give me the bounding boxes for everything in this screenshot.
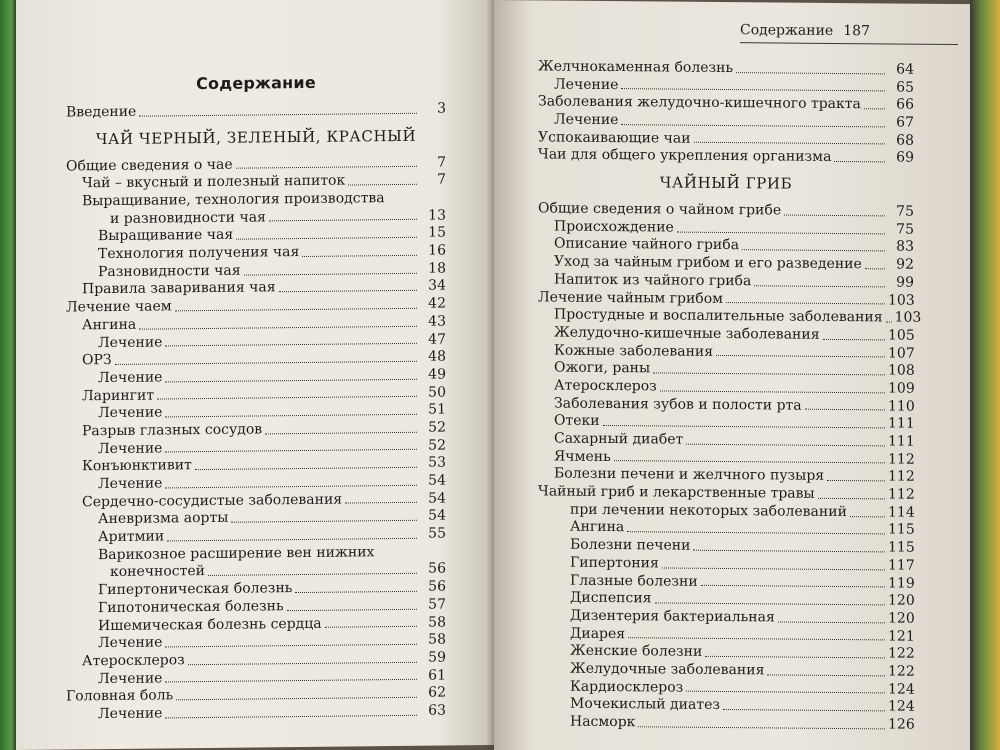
toc-entry-page: 43 (428, 313, 446, 330)
toc-entry-label: Правила заваривания чая (82, 279, 276, 298)
toc-entry-page: 51 (428, 401, 446, 418)
toc-entry-label: Заболевания желудочно-кишечного тракта (538, 93, 861, 113)
book-cover-edge-left (0, 0, 16, 750)
toc-entry-label: Атеросклероз (82, 652, 185, 670)
leader-dots (614, 459, 885, 463)
toc-entry-label: Лечение (98, 705, 163, 723)
leader-dots (295, 590, 417, 593)
toc-entry-page: 18 (428, 260, 446, 277)
toc-entry-label: Сердечно-сосудистые заболевания (82, 491, 343, 511)
toc-entry-label: Гипертоническая болезнь (98, 580, 293, 599)
toc-entry-page: 61 (428, 667, 446, 684)
toc-entry-label: Ожоги, раны (554, 359, 651, 377)
leader-dots (660, 389, 885, 393)
toc-entry-label: Заболевания зубов и полости рта (554, 395, 802, 414)
toc-entry-label: Желудочно-кишечные заболевания (554, 324, 820, 343)
toc-entry-page: 54 (428, 507, 446, 525)
toc-entry-label: Кожные заболевания (554, 342, 714, 360)
left-page (16, 0, 494, 750)
toc-entry-label: Гипертония (570, 554, 659, 572)
toc-entry-page: 114 (888, 504, 915, 521)
left-toc (66, 63, 446, 724)
toc-entry (538, 713, 914, 734)
toc-entry-page: 13 (428, 207, 446, 224)
toc-entry-label: Лечение чаем (66, 298, 172, 316)
toc-entry-page: 83 (896, 238, 914, 256)
leader-dots (726, 301, 885, 304)
toc-entry-label: Лечение (98, 334, 163, 351)
toc-entry-page: 42 (428, 295, 446, 312)
running-head (740, 22, 958, 45)
toc-entry-page: 59 (428, 649, 446, 666)
toc-entry-label: Лечение (98, 404, 163, 422)
leader-dots (886, 320, 892, 322)
toc-entry-page: 92 (896, 256, 914, 273)
toc-entry-label: Ишемическая болезнь сердца (98, 615, 322, 634)
right-entries-top-list (538, 58, 914, 167)
leader-dots (157, 395, 417, 400)
toc-entry-page: 109 (888, 380, 915, 397)
toc-entry-page: 52 (428, 437, 446, 454)
leader-dots (244, 271, 417, 275)
toc-entry-label: и разновидности чая (110, 209, 266, 227)
toc-entry-page: 112 (888, 451, 915, 468)
toc-entry-page: 65 (896, 79, 914, 96)
toc-entry-label: ОРЗ (82, 352, 112, 369)
toc-entry-page: 111 (888, 415, 915, 433)
toc-entry-page: 53 (428, 454, 446, 472)
toc-entry-label: Гипотоническая болезнь (98, 598, 284, 617)
toc-entry-label: Ангина (570, 519, 625, 536)
right-page (494, 0, 970, 750)
toc-entry-page: 52 (428, 419, 446, 436)
toc-entry-label: Ангина (82, 316, 137, 334)
toc-entry-label: Лечение (554, 76, 619, 93)
toc-entry-page: 58 (428, 631, 446, 648)
toc-entry (66, 702, 446, 724)
toc-entry-label: Диарея (570, 625, 626, 642)
toc-entry-page: 122 (888, 663, 915, 680)
leader-dots (621, 123, 885, 127)
toc-entry-label: Головная боль (66, 687, 174, 705)
toc-entry-label: Атеросклероз (554, 377, 657, 395)
toc-entry-label: Лечение (98, 475, 163, 493)
toc-entry-label: Разрыв глазных сосудов (82, 421, 263, 440)
leader-dots (279, 289, 417, 292)
toc-entry-page: 57 (428, 596, 446, 613)
toc-entry-label: Желчнокаменная болезнь (538, 58, 734, 77)
toc-entry-label: Технология получения чая (98, 244, 300, 263)
toc-entry-page: 63 (428, 702, 446, 719)
toc-entry-page: 55 (428, 525, 446, 542)
leader-dots (388, 201, 417, 203)
leader-dots (655, 601, 885, 605)
toc-entry-page: 119 (888, 574, 915, 592)
toc-entry-label: Мочекислый диатез (570, 696, 721, 714)
toc-entry-label: Лечение (98, 634, 163, 652)
toc-entry-page: 121 (888, 628, 915, 645)
toc-entry-page: 75 (896, 203, 914, 220)
toc-entry-page: 69 (896, 149, 914, 167)
leader-dots (195, 466, 417, 470)
leader-dots (736, 71, 885, 74)
toc-entry-page: 66 (896, 96, 914, 114)
toc-entry-label: Успокаивающие чаи (538, 129, 691, 147)
toc-entry-page: 3 (437, 100, 446, 117)
toc-entry-label: Простудные и воспалительные заболевания (554, 306, 883, 326)
leader-dots (302, 254, 417, 257)
toc-entry-label: Диспепсия (570, 589, 652, 607)
toc-entry-page: 112 (888, 486, 915, 503)
leader-dots (850, 515, 885, 517)
leader-dots (208, 572, 417, 576)
leader-dots (827, 479, 885, 482)
running-head-title: Содержание (740, 22, 834, 39)
leader-dots (754, 284, 885, 287)
toc-entry-label: Лечение (98, 670, 163, 687)
toc-entry-label: Женские болезни (570, 642, 703, 661)
toc-entry-page: 15 (428, 224, 446, 242)
leader-dots (686, 442, 885, 446)
toc-entry-label: Глазные болезни (570, 572, 698, 590)
toc-entry-label: Лечение (98, 369, 163, 387)
toc-entry-label: Отеки (554, 412, 600, 430)
leader-dots (287, 607, 417, 610)
toc-entry-label: Аневризма аорты (98, 510, 229, 528)
leader-dots (165, 342, 417, 347)
toc-entry-label: при лечении некоторых заболеваний (570, 501, 847, 520)
toc-entry-page: 120 (888, 592, 915, 609)
leader-dots (621, 87, 885, 91)
section-title-kombucha: ЧАЙНЫЙ ГРИБ (659, 173, 793, 193)
leader-dots (325, 625, 417, 628)
leader-dots (165, 643, 417, 648)
leader-dots (175, 307, 417, 312)
toc-entry-label: Выращивание чая (98, 227, 234, 245)
leader-dots (269, 218, 417, 222)
toc-entry-label: Общие сведения о чайном грибе (538, 200, 782, 219)
toc-entry-page: 103 (894, 309, 922, 326)
toc-entry-label: Желудочные заболевания (570, 660, 765, 679)
leader-dots (188, 660, 417, 664)
toc-entry-label: Введение (66, 103, 137, 121)
leader-dots (176, 696, 417, 701)
toc-entry-label: Лечение чайным грибом (538, 288, 724, 307)
toc-entry-page: 99 (896, 274, 914, 291)
toc-entry-label: Кардиосклероз (570, 678, 684, 696)
leader-dots (834, 160, 885, 162)
toc-entry-page: 108 (888, 362, 915, 379)
toc-entry-label: Ячмень (554, 448, 611, 465)
toc-entry-page: 56 (428, 560, 446, 578)
toc-entry-label: Лечение (554, 111, 619, 129)
leader-dots (638, 725, 885, 729)
toc-entry-label: Сахарный диабет (554, 430, 684, 448)
section-title-tea: ЧАЙ ЧЕРНЫЙ, ЗЕЛЕНЫЙ, КРАСНЫЙ (95, 126, 417, 148)
leader-dots (165, 448, 417, 453)
right-entries-list (538, 200, 922, 735)
leader-dots (167, 537, 417, 542)
leader-dots (767, 673, 885, 676)
toc-entry-label: Варикозное расширение вен нижних (98, 544, 375, 563)
toc-entry-page: 47 (428, 331, 446, 348)
toc-entry-page: 64 (896, 61, 914, 78)
leader-dots (236, 165, 417, 169)
toc-entry-page: 50 (428, 384, 446, 401)
leader-dots (115, 360, 417, 365)
toc-entry-label: Происхождение (554, 218, 674, 236)
toc-entry (538, 147, 914, 168)
toc-entry-page: 54 (428, 472, 446, 489)
toc-entry-page: 56 (428, 578, 446, 595)
toc-entry-page: 110 (888, 398, 915, 415)
toc-entry-page: 120 (888, 610, 915, 627)
leader-dots (653, 371, 885, 375)
leader-dots (778, 620, 885, 623)
toc-entry-label: Дизентерия бактериальная (570, 607, 775, 626)
toc-entry-label: Чаи для общего укрепления организма (538, 146, 832, 166)
leader-dots (139, 111, 417, 116)
toc-entry-page: 115 (888, 539, 915, 556)
toc-entry-page: 48 (428, 348, 446, 365)
toc-entry-page: 117 (888, 557, 915, 574)
toc-entry-page: 124 (888, 681, 915, 698)
toc-entry-page: 62 (428, 684, 446, 701)
leader-dots (705, 655, 885, 659)
toc-entry-label: Конъюнктивит (82, 457, 192, 475)
leader-dots (345, 501, 417, 504)
leader-dots (628, 636, 885, 640)
toc-entry-label: Выращивание, технология производства (82, 190, 385, 210)
leader-dots (236, 236, 417, 240)
leader-dots (723, 708, 885, 711)
leader-dots (377, 554, 417, 556)
leader-dots (165, 713, 417, 718)
toc-entry-page: 75 (896, 221, 914, 238)
left-entries-list (66, 154, 446, 724)
leader-dots (693, 549, 885, 553)
toc-entry-page: 122 (888, 645, 915, 662)
leader-dots (818, 497, 885, 500)
leader-dots (165, 678, 417, 683)
leader-dots (742, 248, 885, 251)
leader-dots (677, 230, 885, 234)
toc-entry-label: Аритмии (98, 528, 165, 546)
toc-entry-label: Общие сведения о чае (66, 156, 233, 175)
toc-entry-label: Лечение (98, 440, 163, 457)
toc-entry-label: Чайный гриб и лекарственные травы (538, 483, 815, 502)
book-cover-edge-right (970, 0, 1000, 750)
toc-entry-page: 112 (888, 468, 915, 486)
right-toc (538, 58, 922, 734)
leader-dots (139, 324, 417, 329)
toc-entry-label: Описание чайного гриба (554, 236, 740, 254)
leader-dots (165, 377, 417, 382)
toc-entry-label: Болезни печени и желчного пузыря (554, 465, 825, 485)
toc-entry-page: 105 (888, 327, 915, 344)
leader-dots (165, 413, 417, 418)
toc-entry-page: 58 (428, 614, 446, 631)
leader-dots (686, 690, 885, 694)
leader-dots (603, 424, 885, 428)
toc-entry-label: Чай – вкусный и полезный напиток (82, 172, 346, 192)
leader-dots (165, 484, 417, 489)
toc-entry-page: 7 (437, 154, 446, 171)
toc-entry-page: 115 (888, 521, 915, 539)
toc-entry-page: 67 (896, 114, 914, 131)
leader-dots (265, 430, 417, 434)
leader-dots (823, 337, 885, 340)
toc-entry-label: Болезни печени (570, 536, 691, 554)
leader-dots (865, 267, 885, 269)
leader-dots (701, 584, 885, 588)
toc-entry-page: 16 (428, 242, 446, 259)
toc-entry-page: 68 (896, 132, 914, 149)
toc-entry-page: 124 (888, 698, 915, 716)
toc-entry-page: 126 (888, 716, 915, 733)
leader-dots (662, 566, 885, 570)
leader-dots (864, 107, 885, 109)
toc-entry-page: 49 (428, 366, 446, 383)
leader-dots (805, 408, 885, 411)
toc-entry-label: Ларингит (82, 387, 155, 404)
toc-entry-intro (66, 100, 446, 122)
leader-dots (231, 519, 417, 523)
leader-dots (627, 530, 885, 534)
leader-dots (784, 213, 885, 216)
leader-dots (716, 354, 885, 357)
toc-entry-page: 103 (888, 291, 915, 309)
toc-entry-label: Насморк (570, 713, 636, 731)
running-head-page-number: 187 (843, 23, 870, 40)
toc-entry-page: 54 (428, 490, 446, 507)
toc-entry-label: Напиток из чайного гриба (554, 271, 752, 290)
toc-entry-page: 7 (437, 171, 446, 188)
toc-entry-label: Уход за чайным грибом и его разведение (554, 253, 862, 273)
leader-dots (694, 141, 885, 145)
toc-entry-page: 34 (428, 277, 446, 295)
toc-entry-page: 111 (888, 433, 915, 450)
toc-entry-label: Разновидности чая (98, 262, 241, 280)
leader-dots (348, 183, 417, 186)
toc-entry-page: 107 (888, 345, 915, 362)
toc-title: Содержание (196, 72, 316, 94)
toc-entry-label: конечностей (110, 563, 206, 581)
